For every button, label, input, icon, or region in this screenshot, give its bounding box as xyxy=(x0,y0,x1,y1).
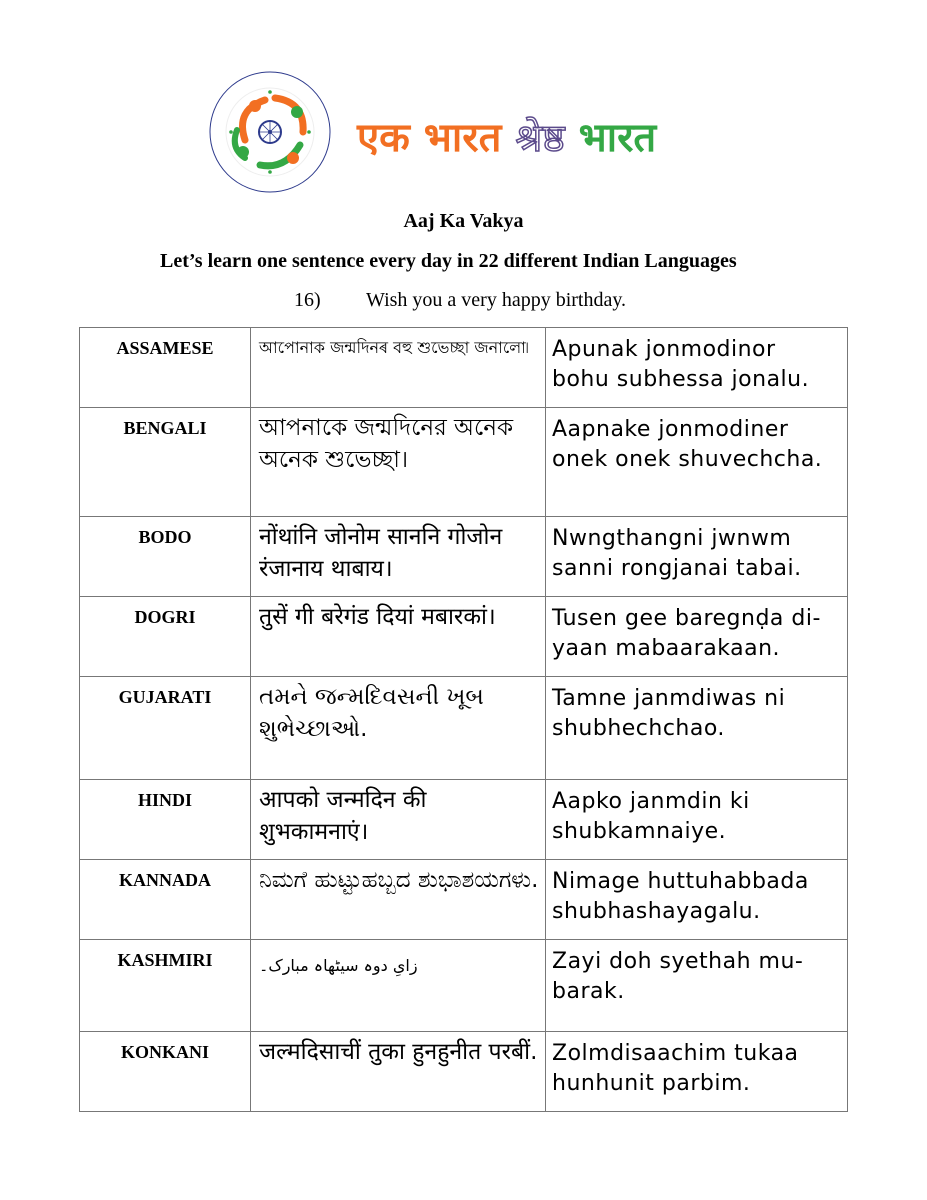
page-subtitle: Let’s learn one sentence every day in 22 different Indian Languages xyxy=(160,250,737,272)
native-sentence: आपको जन्मदिन की शुभकामनाएं। xyxy=(251,780,546,860)
language-name: DOGRI xyxy=(80,597,251,677)
table-row xyxy=(80,1032,848,1112)
transliteration: Zolmdisaachim tukaa hunhunit parbim. xyxy=(546,1032,848,1112)
native-sentence: તમને જન્મદિવસની ખૂબ શુભેચ્છાઓ. xyxy=(251,677,546,780)
language-table xyxy=(79,327,848,1112)
table-row xyxy=(80,940,848,1032)
transliteration: Nimage huttuhabbada shubhashayagalu. xyxy=(546,860,848,940)
transliteration: Aapko janmdin ki shubkamnaiye. xyxy=(546,780,848,860)
table-row xyxy=(80,328,848,408)
transliteration: Tamne janmdiwas ni shubhechchao. xyxy=(546,677,848,780)
sentence-number: 16) xyxy=(294,289,321,311)
transliteration: Zayi doh syethah mu-barak. xyxy=(546,940,848,1032)
language-name: BODO xyxy=(80,517,251,597)
table-row xyxy=(80,408,848,517)
language-name: KANNADA xyxy=(80,860,251,940)
transliteration: Aapnake jonmodiner onek onek shuvechcha. xyxy=(546,408,848,517)
native-sentence: আপোনাক জন্মদিনৰ বহু শুভেচ্ছা জনালো৷ xyxy=(251,328,546,408)
native-sentence: नोंथांनि जोनोम साननि गोजोन रंजानाय थाबाय। xyxy=(251,517,546,597)
table-row xyxy=(80,517,848,597)
language-name: GUJARATI xyxy=(80,677,251,780)
language-name: KASHMIRI xyxy=(80,940,251,1032)
logo-word-shreshtha: श्रेष्ठ xyxy=(515,116,565,160)
native-sentence: ನಿಮಗೆ ಹುಟ್ಟುಹಬ್ಬದ ಶುಭಾಶಯಗಳು. xyxy=(251,860,546,940)
logo-wordmark xyxy=(357,108,656,163)
language-name: BENGALI xyxy=(80,408,251,517)
logo-word-bharat: भारत xyxy=(423,115,502,161)
native-sentence: زایِ دوہ سیٹھاہ مبارک۔ xyxy=(251,940,546,1032)
page-title: Aaj Ka Vakya xyxy=(403,210,524,232)
table-row xyxy=(80,860,848,940)
transliteration: Tusen gee baregnḍa di-yaan mabaarakaan. xyxy=(546,597,848,677)
language-name: ASSAMESE xyxy=(80,328,251,408)
language-name: KONKANI xyxy=(80,1032,251,1112)
transliteration: Nwngthangni jwnwm sanni rongjanai tabai. xyxy=(546,517,848,597)
logo-word-ek: एक xyxy=(357,115,410,161)
ek-bharat-emblem-logo xyxy=(205,70,335,195)
language-name: HINDI xyxy=(80,780,251,860)
table-row xyxy=(80,780,848,860)
logo-word-bharat-2: भारत xyxy=(578,115,657,161)
header xyxy=(205,70,725,195)
sentence-of-the-day xyxy=(294,289,626,312)
transliteration: Apunak jonmodinor bohu subhessa jonalu. xyxy=(546,328,848,408)
native-sentence: तुसें गी बरेगंड दियां मबारकां। xyxy=(251,597,546,677)
sentence-text: Wish you a very happy birthday. xyxy=(366,289,627,311)
table-row xyxy=(80,597,848,677)
native-sentence: আপনাকে জন্মদিনের অনেক অনেক শুভেচ্ছা। xyxy=(251,408,546,517)
native-sentence: जल्मदिसाचीं तुका हुनहुनीत परबीं. xyxy=(251,1032,546,1112)
table-row xyxy=(80,677,848,780)
